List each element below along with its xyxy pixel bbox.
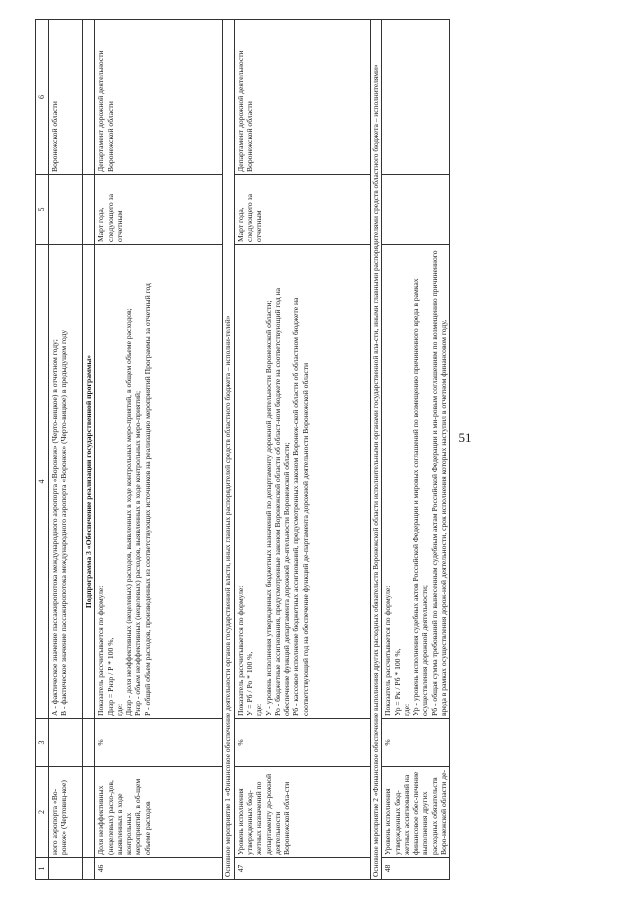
method-line: В - фактическое значение пассажиропотока международного аэропорта «Воронеж» (Черто-вицкое) в предыдущем году xyxy=(59,329,69,716)
unit: % xyxy=(382,719,450,767)
column-number: 4 xyxy=(36,245,49,719)
method-line: Ро - бюджетные ассигнования, предусмотренные законом Воронежской области об област-ном бюджете на соответствующий год на обеспечение функций департамента дорожной де-ятельности Воронежской области; xyxy=(272,287,292,716)
column-number: 1 xyxy=(36,858,49,880)
table-row xyxy=(234,20,370,880)
section-row xyxy=(370,20,382,880)
subprogram-row xyxy=(83,20,95,880)
method-line: Рб - кассовое исполнение бюджетных ассигнований, предусмотренных законом Воронеж-ской области об областном бюджете на соответствующий год на обеспечение функций де-партамента дорожной деятельности Воронежской области xyxy=(291,297,310,716)
table-row xyxy=(95,20,223,880)
method-line: Рнзр - объем неэффективных (нецелевых) расходов, выявленных в ходе контрольных меро-приятий; xyxy=(133,390,143,716)
unit: % xyxy=(234,719,370,767)
method-line: У = Рб / Ро * 100 %, xyxy=(245,651,255,716)
subprogram-title: Подпрограмма 3 «Обеспечение реализации государственной программы» xyxy=(84,354,93,609)
deadline: Март года, следующего за отчетным xyxy=(234,175,370,245)
row-number: 48 xyxy=(382,858,450,880)
deadline: Март года, следующего за отчетным xyxy=(95,175,223,245)
method-line: Ур = Рк / Рб * 100 %, xyxy=(392,648,402,716)
responsible-body: Департамент дорожной деятельности Воронежской области xyxy=(234,20,370,175)
row-number: 47 xyxy=(234,858,370,880)
responsible-body: Воронежской области xyxy=(49,20,83,175)
responsible-body xyxy=(382,20,450,175)
section-title: Основное мероприятие 1 «Финансовое обеспечение деятельности органов государственной власти, иных главных распорядителей средств областного бюджета – исполни-телей» xyxy=(223,20,235,880)
method-line: Днзр - доля неэффективных (нецелевых) расходов, выявленных в ходе контрольных меро-приятий, в общем объеме расходов; xyxy=(124,308,133,716)
table-row xyxy=(49,20,83,880)
column-number: 5 xyxy=(36,175,49,245)
method-line: Ур - уровень исполнения судебных актов Российской Федерации и мировых соглашений по возмещению причиненного вреда в рамках осуществления дорожной деятельности; xyxy=(411,278,430,716)
method-line: где: xyxy=(114,703,124,716)
indicator-name: ного аэропорта «Во-ронеж» (Чертовиц-кое) xyxy=(49,767,83,858)
method-line: Показатель рассчитывается по формуле: xyxy=(96,585,106,716)
section-title: Основное мероприятие 2 «Финансовое обеспечение выполнения других расходных обязательств Воронежской области исполнительными органами государственной вла-сти, иными главными распорядителями средств областного бюджета – исполнителями» xyxy=(370,20,382,880)
section-row xyxy=(223,20,235,880)
deadline xyxy=(382,175,450,245)
unit: % xyxy=(95,719,223,767)
calculation-method xyxy=(234,245,370,719)
page-number: 51 xyxy=(458,430,472,445)
table-row xyxy=(382,20,450,880)
calculation-method xyxy=(95,245,223,719)
method-line: Р - общий объем расходов, произведенных из соответствующих источников на реализацию мероприятий Программы за отчетный год xyxy=(142,283,152,716)
column-number: 6 xyxy=(36,20,49,175)
indicator-table xyxy=(35,19,450,880)
indicator-name: Доля неэффективных (нецелевых) расхо-дов, выявленных в ходе контрольных мероприятий, в об-щем объеме расходов xyxy=(95,767,223,858)
calculation-method xyxy=(382,245,450,719)
responsible-body: Департамент дорожной деятельности Воронежской области xyxy=(95,20,223,175)
column-number-row xyxy=(36,20,49,880)
indicator-name: Уровень исполнения утвержденных бюд-жетных назначений по департаменту до-рожной деятельности Воронежской обла-сти xyxy=(234,767,370,858)
rotated-table-page xyxy=(35,20,448,880)
method-line: Днзр = Рнзр / Р * 100 %, xyxy=(105,637,115,716)
method-line: А - фактическое значение пассажиропотока международного аэропорта «Воронеж» (Черто-вицкое) в отчетном году; xyxy=(50,339,59,716)
method-line: Показатель рассчитывается по формуле: xyxy=(235,585,245,716)
method-line: где: xyxy=(254,703,264,716)
column-number: 2 xyxy=(36,767,49,858)
method-line: У - уровень исполнения утвержденных бюджетных назначений по департаменту дорожной деятельности Воронежской области; xyxy=(263,300,273,716)
calculation-method xyxy=(49,245,83,719)
column-number: 3 xyxy=(36,719,49,767)
indicator-name: Уровень исполнения утвержденных бюд-жетных ассигнований на финансовое обес-печение выполнения других расходных обязательств Воро-нежской области де- xyxy=(382,767,450,858)
method-line: Рб - общая сумма требований по вынесенным судебным актам Российской Федерации и ми-ровым соглашениям по возмещению причиненного вреда в рамках осуществления дорож-ной деятельности, срок исполнения которых наступил в отчетном финансовом году, xyxy=(429,250,448,716)
method-line: Показатель рассчитывается по формуле: xyxy=(383,585,393,716)
method-line: где: xyxy=(401,703,411,716)
row-number: 46 xyxy=(95,858,223,880)
